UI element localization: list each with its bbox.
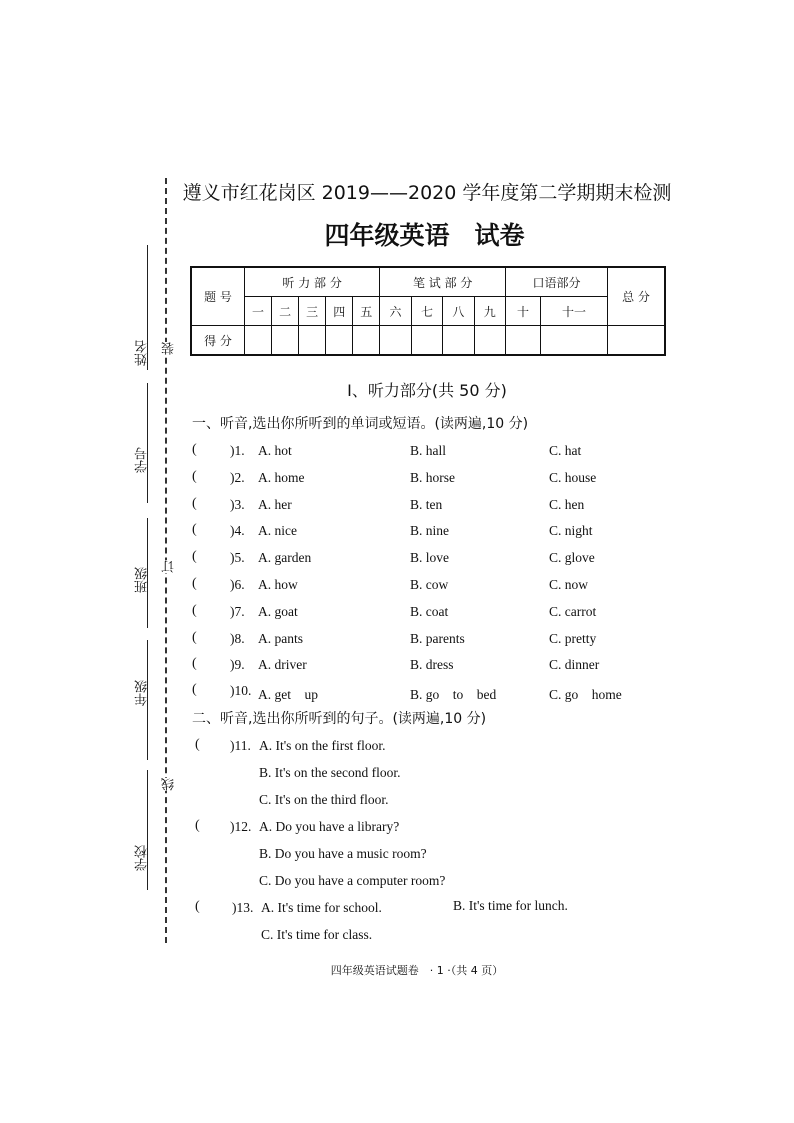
option-c: C. dinner bbox=[549, 657, 600, 672]
grade-field-label: 年级 bbox=[135, 680, 150, 706]
answer-paren[interactable]: ( bbox=[192, 442, 197, 457]
score-cell[interactable] bbox=[443, 326, 474, 356]
listening-section-title: Ⅰ、听力部分(共 50 分) bbox=[347, 381, 507, 400]
question-number-cell: 九 bbox=[474, 297, 505, 326]
option-a: A. get up bbox=[258, 687, 318, 702]
option-c: C. carrot bbox=[549, 604, 597, 619]
option-a: A. garden bbox=[258, 550, 312, 565]
option-a: A. home bbox=[258, 470, 305, 485]
answer-paren[interactable]: ( bbox=[195, 818, 200, 833]
score-cell[interactable] bbox=[380, 326, 411, 356]
student-id-field-label: 学号 bbox=[135, 447, 150, 473]
question-number-cell: 二 bbox=[272, 297, 299, 326]
question-number: )4. bbox=[230, 523, 245, 538]
answer-paren[interactable]: ( bbox=[192, 682, 197, 697]
binding-mark-xian: 线 bbox=[162, 778, 177, 791]
question-number: )5. bbox=[230, 550, 245, 565]
option-a: A. pants bbox=[258, 631, 303, 646]
option-b: B. parents bbox=[410, 631, 465, 646]
oral-group-header: 口语部分 bbox=[506, 267, 608, 297]
question-number-cell: 五 bbox=[353, 297, 380, 326]
option-a: A. hot bbox=[258, 443, 292, 458]
question-number: )7. bbox=[230, 604, 245, 619]
score-row-label: 得 分 bbox=[191, 326, 245, 356]
answer-paren[interactable]: ( bbox=[195, 737, 200, 752]
score-cell[interactable] bbox=[506, 326, 541, 356]
score-cell[interactable] bbox=[411, 326, 442, 356]
option-b: B. love bbox=[410, 550, 449, 565]
question-number-cell: 十 bbox=[506, 297, 541, 326]
option-a: A. It's on the first floor. bbox=[259, 738, 386, 753]
binding-mark-ding: 订 bbox=[162, 560, 177, 573]
option-b: B. horse bbox=[410, 470, 455, 485]
answer-paren[interactable]: ( bbox=[192, 576, 197, 591]
score-cell[interactable] bbox=[474, 326, 505, 356]
question-number: )1. bbox=[230, 443, 245, 458]
option-c: C. hen bbox=[549, 497, 585, 512]
option-c: C. go home bbox=[549, 687, 622, 702]
name-field-label: 姓名 bbox=[135, 340, 150, 366]
school-underline bbox=[147, 770, 148, 890]
student-id-underline bbox=[147, 383, 148, 503]
option-b: B. go to bed bbox=[410, 687, 497, 702]
answer-paren[interactable]: ( bbox=[192, 549, 197, 564]
option-b: B. cow bbox=[410, 577, 449, 592]
page-footer: 四年级英语试题卷 · 1 ·（共 4 页） bbox=[330, 964, 504, 977]
question-number-cell: 一 bbox=[245, 297, 272, 326]
score-cell[interactable] bbox=[272, 326, 299, 356]
question-number: )10. bbox=[230, 683, 252, 698]
option-b: B. It's on the second floor. bbox=[259, 765, 401, 780]
listening-group-header: 听 力 部 分 bbox=[245, 267, 380, 297]
option-c: C. glove bbox=[549, 550, 595, 565]
answer-paren[interactable]: ( bbox=[192, 469, 197, 484]
question-number-cell: 六 bbox=[380, 297, 411, 326]
option-a: A. It's time for school. bbox=[261, 900, 382, 915]
option-a: A. driver bbox=[258, 657, 307, 672]
option-b: B. Do you have a music room? bbox=[259, 846, 427, 861]
option-b: B. hall bbox=[410, 443, 446, 458]
option-c: C. night bbox=[549, 523, 593, 538]
question-number-cell: 七 bbox=[411, 297, 442, 326]
part2-instruction: 二、听音,选出你所听到的句子。(读两遍,10 分) bbox=[192, 711, 487, 727]
option-a: A. goat bbox=[258, 604, 298, 619]
question-number: )6. bbox=[230, 577, 245, 592]
question-number-cell: 八 bbox=[443, 297, 474, 326]
option-a: A. nice bbox=[258, 523, 297, 538]
class-field-label: 班级 bbox=[135, 567, 150, 593]
score-cell[interactable] bbox=[299, 326, 326, 356]
question-number: )11. bbox=[230, 738, 251, 753]
option-c: C. pretty bbox=[549, 631, 597, 646]
exam-subtitle: 四年级英语 试卷 bbox=[324, 221, 525, 250]
total-score-header: 总 分 bbox=[608, 267, 666, 326]
question-number-cell: 十一 bbox=[540, 297, 607, 326]
answer-paren[interactable]: ( bbox=[192, 522, 197, 537]
binding-mark-zhuang: 装 bbox=[162, 342, 177, 355]
question-number-cell: 三 bbox=[299, 297, 326, 326]
option-c: C. house bbox=[549, 470, 597, 485]
question-number: )3. bbox=[230, 497, 245, 512]
question-number: )8. bbox=[230, 631, 245, 646]
question-number: )9. bbox=[230, 657, 245, 672]
option-c: C. It's on the third floor. bbox=[259, 792, 389, 807]
exam-title: 遵义市红花岗区 2019——2020 学年度第二学期期末检测 bbox=[182, 182, 672, 204]
option-b: B. coat bbox=[410, 604, 449, 619]
school-field-label: 学校 bbox=[135, 845, 150, 871]
score-table bbox=[190, 266, 666, 356]
score-cell[interactable] bbox=[326, 326, 353, 356]
option-b: B. ten bbox=[410, 497, 443, 512]
option-a: A. how bbox=[258, 577, 298, 592]
question-number: )13. bbox=[232, 900, 254, 915]
question-number-header: 题 号 bbox=[191, 267, 245, 326]
option-b: B. nine bbox=[410, 523, 449, 538]
question-number-cell: 四 bbox=[326, 297, 353, 326]
option-c: C. Do you have a computer room? bbox=[259, 873, 446, 888]
total-score-cell[interactable] bbox=[608, 326, 666, 356]
written-group-header: 笔 试 部 分 bbox=[380, 267, 506, 297]
answer-paren[interactable]: ( bbox=[192, 656, 197, 671]
option-a: A. Do you have a library? bbox=[259, 819, 400, 834]
score-cell[interactable] bbox=[353, 326, 380, 356]
question-number: )2. bbox=[230, 470, 245, 485]
option-a: A. her bbox=[258, 497, 292, 512]
option-c: C. now bbox=[549, 577, 589, 592]
option-b: B. It's time for lunch. bbox=[453, 898, 568, 913]
option-b: B. dress bbox=[410, 657, 454, 672]
option-c: C. It's time for class. bbox=[261, 927, 373, 942]
score-cell[interactable] bbox=[245, 326, 272, 356]
answer-paren[interactable]: ( bbox=[192, 630, 197, 645]
question-number: )12. bbox=[230, 819, 252, 834]
part1-instruction: 一、听音,选出你所听到的单词或短语。(读两遍,10 分) bbox=[192, 416, 529, 432]
answer-paren[interactable]: ( bbox=[192, 603, 197, 618]
answer-paren[interactable]: ( bbox=[195, 899, 200, 914]
score-cell[interactable] bbox=[540, 326, 607, 356]
answer-paren[interactable]: ( bbox=[192, 496, 197, 511]
option-c: C. hat bbox=[549, 443, 582, 458]
